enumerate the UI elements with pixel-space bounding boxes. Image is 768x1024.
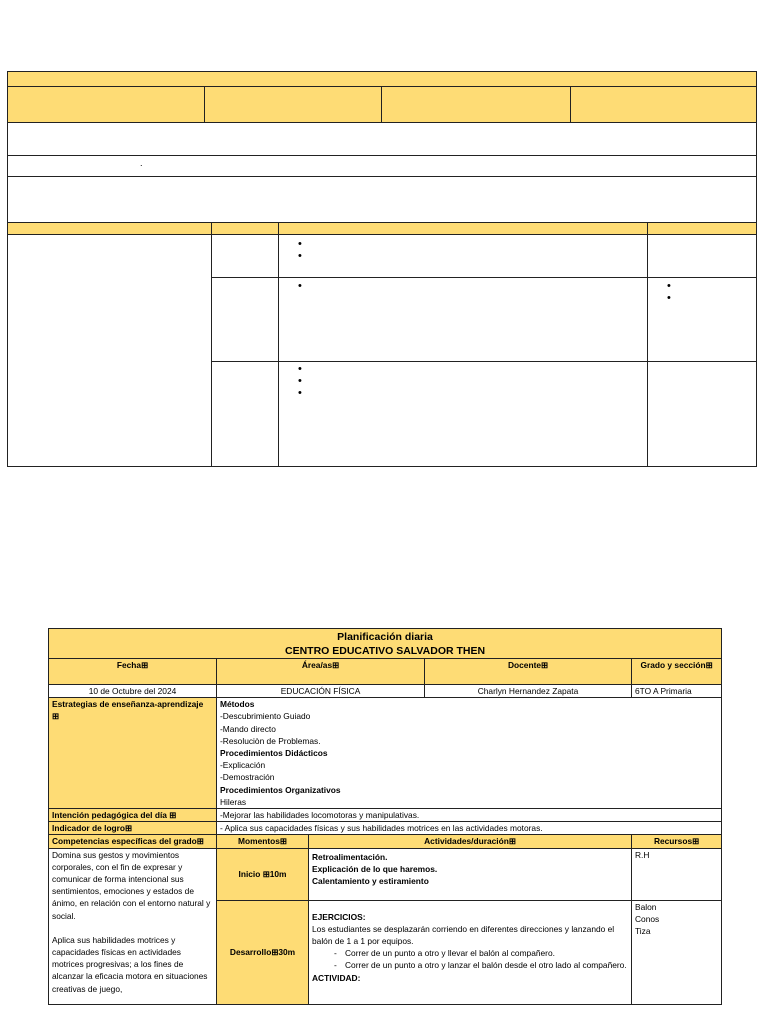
plan-title [49,629,722,659]
inicio-activity: Retroalimentación. [312,851,388,862]
dash-marker: - [334,960,337,971]
bullet: • [667,292,671,304]
blank-header-cell-3 [381,86,571,123]
blank-moment-cell-2 [211,277,279,362]
ejercicios-text: Los estudiantes se desplazarán corriendo en diferentes direcciones y lanzando el balón de 1 a 1 por equipos. [312,923,615,947]
resource-item: Balon [635,901,657,912]
organizativos-title: Procedimientos Organizativos [220,784,341,795]
strategies-label-mark: ⊞ [52,711,60,722]
moment-inicio: Inicio ⊞10m [217,848,309,900]
desarrollo-resources [632,900,722,1004]
bullet: • [298,375,302,387]
didactico-item: -Explicación [220,760,266,771]
metodo-item: -Resoluciòn de Problemas. [220,735,321,746]
metodo-item: -Descubrimiento Guiado [220,711,311,722]
desarrollo-activities [309,900,632,1004]
blank-row-1 [7,122,757,156]
ejercicio-item-text: Correr de un punto a otro y llevar el balón al compañero. [345,948,555,959]
intencion-label: Intención pedagógica del día ⊞ [49,809,217,822]
plan-title-line-2: CENTRO EDUCATIVO SALVADOR THEN [284,645,486,657]
value-docente: Charlyn Hernandez Zapata [425,685,632,698]
actividad-title: ACTIVIDAD: [312,972,361,983]
competencias-header: Competencias específicas del grado⊞ [49,835,217,848]
blank-moment-cell-3 [211,361,279,467]
recursos-header: Recursos⊞ [632,835,722,848]
moment-desarrollo: Desarrollo⊞30m [217,900,309,1004]
plan-title-line-1: Planificación diaria [337,631,433,643]
competencias-cell [49,848,217,1004]
didacticos-title: Procedimientos Didácticos [220,748,328,759]
blank-header-cell-2 [204,86,382,123]
indicador-label: Indicador de logro⊞ [49,822,217,835]
competencia-2: Aplica sus habilidades motrices y capacidades físicas en actividades motrices progresivas; a los fines de alcanzar la eficacia motora en situaciones creativas de juego, [52,934,208,994]
bullet: • [298,238,302,250]
bullet: • [298,280,302,292]
metodos-title: Métodos [220,699,255,710]
blank-header-strip [7,71,757,87]
blank-resource-cell-1 [647,234,757,278]
header-fecha: Fecha⊞ [49,659,217,685]
strategies-label [49,698,217,809]
momentos-header: Momentos⊞ [217,835,309,848]
bullet: • [298,250,302,262]
header-area: Área/as⊞ [217,659,425,685]
ejercicio-item-text: Correr de un punto a otro y lanzar el balón desde el otro lado al compañero. [345,960,627,971]
blank-activity-cell-2 [278,277,648,362]
strategies-label-text: Estrategias de enseñanza-aprendizaje [52,699,204,710]
blank-row-2 [7,155,757,177]
blank-resource-cell-3 [647,361,757,467]
organizativo-item: Hileras [220,796,247,807]
header-docente: Docente⊞ [425,659,632,685]
resource-item: Tiza [635,926,651,937]
inicio-activity: Calentamiento y estiramiento [312,876,429,887]
competencia-1: Domina sus gestos y movimientos corporales, con el fin de expresar y comunicar de forma intencional sus sentimientos, emociones y estados de ánimo, en relación con el entorno natural y social. [52,849,211,921]
indicador-value: - Aplica sus capacidades físicas y sus habilidades motrices en las actividades motoras. [217,822,722,835]
value-fecha: 10 de Octubre del 2024 [49,685,217,698]
daily-plan-table [48,628,722,1005]
blank-header-cell-1 [7,86,205,123]
metodo-item: -Mando directo [220,723,276,734]
inicio-activities [309,848,632,900]
inicio-resources [632,848,722,900]
inicio-activity: Explicación de lo que haremos. [312,863,438,874]
actividades-header: Actividades/duración⊞ [309,835,632,848]
ejercicios-title: EJERCICIOS: [312,911,366,922]
resource-item: Conos [635,913,660,924]
blank-left-cell [7,234,212,467]
blank-resource-cell-2 [647,277,757,362]
value-grado: 6TO A Primaria [632,685,722,698]
bullet: • [298,387,302,399]
strategies-content [217,698,722,809]
didactico-item: -Demostración [220,772,275,783]
resource-item: R.H [635,849,650,860]
blank-header-cell-4 [570,86,757,123]
dash-marker: - [334,948,337,959]
blank-activity-cell-3 [278,361,648,467]
blank-moment-cell-1 [211,234,279,278]
ejercicio-item [312,959,628,971]
blank-row-mark: . [140,158,143,168]
header-grado: Grado y sección⊞ [632,659,722,685]
blank-row-3 [7,176,757,223]
intencion-value: -Mejorar las habilidades locomotoras y manipulativas. [217,809,722,822]
bullet: • [298,363,302,375]
value-area: EDUCACIÓN FÍSICA [217,685,425,698]
blank-activity-cell-1 [278,234,648,278]
bullet: • [667,280,671,292]
ejercicio-item [312,947,628,959]
